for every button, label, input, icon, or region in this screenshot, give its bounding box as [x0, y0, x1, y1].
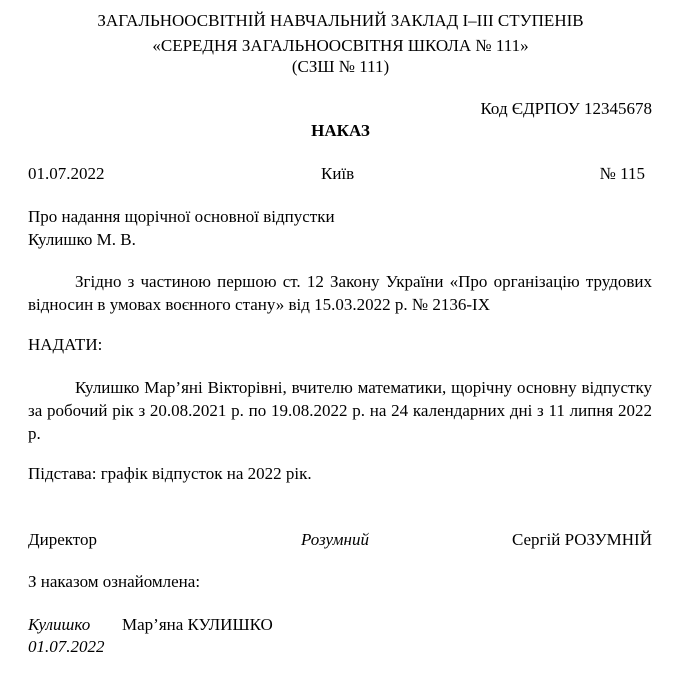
legal-basis-paragraph: Згідно з частиною першою ст. 12 Закону України «Про організацію трудових відносин в умовах воєнного стану» від 15.03.2022 р. № 2136-ІХ	[28, 272, 652, 314]
grant-paragraph: Кулишко Мар’яні Вікторівні, вчителю математики, щорічну основну відпустку за робочий рік з 20.08.2021 р. по 19.08.2022 р. на 24 календарних дні з 11 липня 2022 р.	[28, 378, 652, 443]
order-date: 01.07.2022	[28, 164, 105, 183]
signatory-name: Сергій РОЗУМНІЙ	[511, 530, 652, 549]
signatory-position: Директор	[28, 530, 97, 549]
institution-name-line2: «СЕРЕДНЯ ЗАГАЛЬНООСВІТНЯ ШКОЛА № 111»	[152, 36, 529, 55]
order-number: № 115	[599, 164, 645, 183]
acknowledgement-date: 01.07.2022	[28, 637, 105, 656]
employee-signature: Кулишко	[28, 615, 91, 634]
order-subject-person: Кулишко М. В.	[28, 230, 136, 249]
edrpou-code: Код ЄДРПОУ 12345678	[480, 99, 652, 118]
director-signature: Розумний	[301, 530, 369, 549]
acknowledgement-label: З наказом ознайомлена:	[28, 572, 201, 591]
employee-name: Мар’яна КУЛИШКО	[122, 615, 273, 634]
institution-abbreviation: (СЗШ № 111)	[291, 57, 390, 76]
grounds-line: Підстава: графік відпусток на 2022 рік.	[28, 464, 312, 483]
order-subject: Про надання щорічної основної відпустки	[28, 207, 335, 226]
document-title: НАКАЗ	[311, 121, 370, 140]
grant-heading: НАДАТИ:	[28, 335, 103, 354]
order-city: Київ	[321, 164, 355, 183]
institution-name-line1: ЗАГАЛЬНООСВІТНІЙ НАВЧАЛЬНИЙ ЗАКЛАД І–ІІІ СТУПЕНІВ	[97, 11, 584, 30]
